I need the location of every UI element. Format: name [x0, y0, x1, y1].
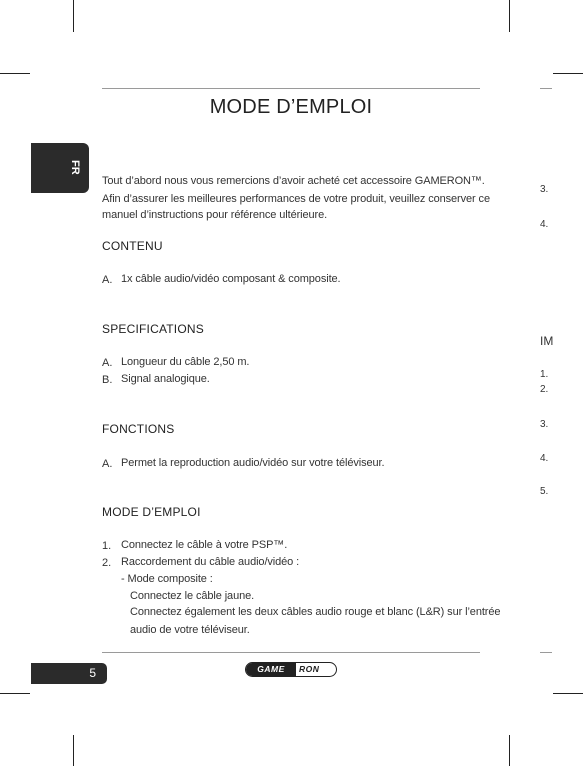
right-page-fragment: 4.: [540, 453, 549, 464]
page-number-tab: [31, 663, 107, 684]
crop-mark: [0, 73, 30, 74]
sub-list-item: audio de votre téléviseur.: [130, 624, 250, 636]
intro-line: manuel d’instructions pour référence ultérieure.: [102, 209, 328, 221]
list-item: Longueur du câble 2,50 m.: [121, 356, 250, 368]
logo-part: GAME: [246, 663, 296, 676]
gameron-logo: [245, 662, 337, 677]
list-item-label: A.: [102, 274, 113, 286]
logo-part: RON: [299, 664, 320, 674]
top-rule: [102, 88, 480, 89]
right-page-fragment: IM: [540, 334, 554, 348]
right-page-fragment: 3.: [540, 419, 549, 430]
sub-list-heading: - Mode composite :: [121, 573, 213, 585]
right-page-fragment: 5.: [540, 486, 549, 497]
section-heading-fonctions: FONCTIONS: [102, 422, 175, 436]
right-page-top-rule: [540, 88, 552, 89]
list-item: Permet la reproduction audio/vidéo sur votre téléviseur.: [121, 457, 385, 469]
right-page-fragment: 2.: [540, 384, 549, 395]
section-heading-contenu: CONTENU: [102, 239, 163, 253]
intro-line: Tout d’abord nous vous remercions d’avoir acheté cet accessoire GAMERON™.: [102, 175, 485, 187]
list-item: Connectez le câble à votre PSP™.: [121, 539, 288, 551]
sub-list-item: Connectez également les deux câbles audio rouge et blanc (L&R) sur l’entrée: [130, 606, 501, 618]
crop-mark: [553, 693, 583, 694]
right-page-bottom-rule: [540, 652, 552, 653]
page-number: 5: [89, 666, 96, 680]
crop-mark: [509, 735, 510, 766]
section-heading-specifications: SPECIFICATIONS: [102, 322, 204, 336]
right-page-fragment: 4.: [540, 219, 549, 230]
list-item-label: A.: [102, 458, 113, 470]
list-item-label: B.: [102, 374, 113, 386]
sub-list-item: Connectez le câble jaune.: [130, 590, 255, 602]
list-item-label: 1.: [102, 540, 112, 552]
list-item-label: 2.: [102, 557, 112, 569]
crop-mark: [553, 73, 583, 74]
section-heading-mode-emploi: MODE D’EMPLOI: [102, 505, 201, 519]
bottom-rule: [102, 652, 480, 653]
crop-mark: [0, 693, 30, 694]
crop-mark: [73, 735, 74, 766]
list-item: Signal analogique.: [121, 373, 210, 385]
list-item: 1x câble audio/vidéo composant & composite.: [121, 273, 341, 285]
language-tab: [31, 143, 89, 193]
language-tab-label: FR: [69, 160, 81, 175]
right-page-fragment: 1.: [540, 369, 549, 380]
right-page-fragment: 3.: [540, 184, 549, 195]
list-item: Raccordement du câble audio/vidéo :: [121, 556, 300, 568]
crop-mark: [73, 0, 74, 32]
crop-mark: [509, 0, 510, 32]
list-item-label: A.: [102, 357, 113, 369]
intro-line: Afin d’assurer les meilleures performances de votre produit, veuillez conserver ce: [102, 193, 490, 205]
page-title: MODE D’EMPLOI: [209, 96, 373, 118]
